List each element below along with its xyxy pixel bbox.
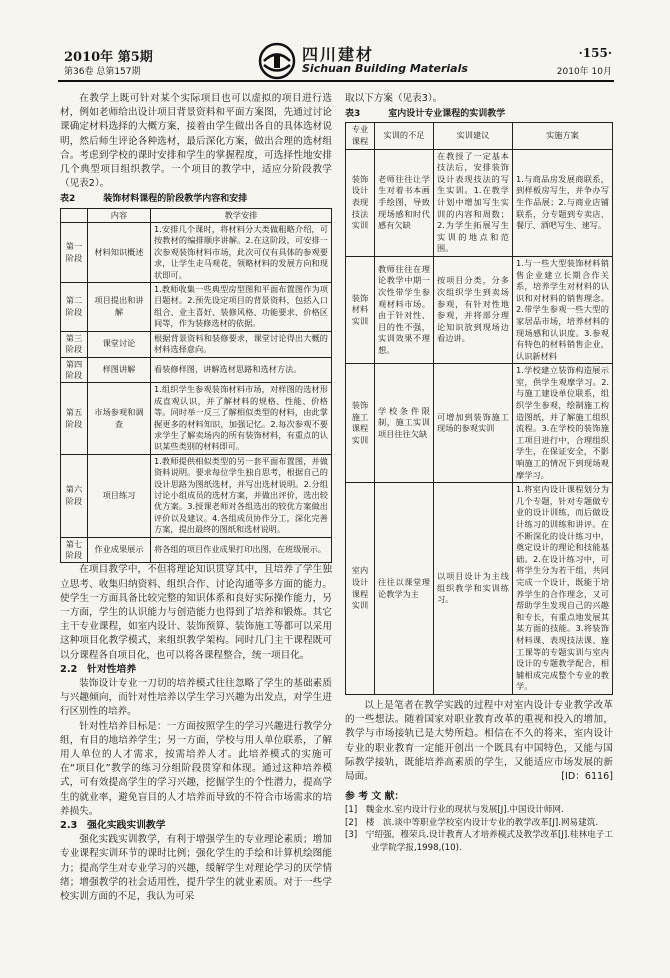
article-id: [ID：6116] [561,770,613,782]
shortage-cell: 学校条件限制，施工实训项目往往欠缺 [375,364,434,483]
paragraph: 强化实践实训教学，有利于增强学生的专业理论素质；增加专业课程实训环节的课时比例；强化学生的手绘和计算机绘图能力；提高学生对专业学习的兴趣，缓解学生对理论学习的厌学情绪；增强教学的社会适用性，提升学生的就业素质。对于一些学校实训方面的不足，我认为可采 [60,834,332,903]
table-header-row [346,123,613,149]
table-header-cell: 专业课程 [346,123,375,149]
stage-cell: 第六阶段 [61,454,88,537]
table2-caption [60,192,332,206]
plan-cell: 看装修样图，讲解选材思路和选材方法。 [151,357,332,383]
table-row [61,454,332,537]
table-header-cell: 教学安排 [151,208,332,222]
section-heading: 2.2 针对性培养 [60,663,137,675]
suggestion-cell: 按项目分类，分多次组织学生到卖场参观，有针对性地参观，并将部分理论知识放到现场边看边讲。 [434,256,513,363]
table-row [61,331,332,357]
table-row [346,149,613,256]
stage-cell: 第四阶段 [61,357,88,383]
journal-title-en: Sichuan Building Materials [302,62,468,75]
paragraph: 取以下方案（见表3）。 [345,93,443,104]
content-cell: 项目提出和讲解 [88,283,151,332]
table2-title: 装饰材料课程的阶段教学内容和安排 [103,194,248,205]
page-header [0,0,670,82]
issue-number: 2010年 第5期 [64,50,153,65]
table-header-cell: 实训的不足 [375,123,434,149]
stage-cell: 第一阶段 [61,223,88,283]
suggestion-cell: 在教授了一定基本技法后，安排装饰设计表现技法的写生实训。1.在教学计划中增加写生实训的内容和周数；2.为学生拓展写生实训的地点和范围。 [434,149,513,256]
paragraph: 针对性培养目标是：一方面按照学生的学习兴趣进行教学分组，有目的地培养学生；另一方面，学校与用人单位联系，了解用人单位的人才需求，按需培养人才。此培养模式的实施可在“项目化”教学的练习分组阶段贯穿和体现。通过这种培养模式，可有效提高学生的学习兴趣，挖掘学生的个性潜力，提高学生的就业率，避免盲目的人才培养而导致的不符合市场需求的培养损失。 [60,720,332,817]
reference-item: [1] 魏金水.室内设计行业的现状与发展[J].中国设计师网. [345,805,564,816]
table3-title: 室内设计专业课程的实训教学 [388,109,506,120]
stage-cell: 第二阶段 [61,283,88,332]
table3 [345,122,613,695]
journal-title-cn: 四川建材 [302,45,375,64]
conclusion-text: 以上是笔者在教学实践的过程中对室内设计专业教学改革的一些想法。随着国家对职业教育改革的重视和投入的增加，教学与市场接轨已是大势所趋。相信在不久的将来，室内设计专业的职业教育一定能开创出一个既具有中国特色，又能与国际教学接轨，既能培养高素质的学生，又能适应市场发展的新局面。 [345,699,613,782]
content-cell: 市场参观和调查 [88,383,151,454]
table-header-cell: 内容 [88,208,151,222]
page-number: ·155· [578,46,612,60]
references-heading: 参 考 文 献： [345,791,405,803]
course-cell: 室内设计课程实训 [346,483,375,695]
table-header-row [61,208,332,222]
table-row [61,357,332,383]
shortage-cell: 老师往往让学生对着书本画手绘图，导致现场感和时代感有欠缺 [375,149,434,256]
table-row [346,256,613,363]
content-cell: 样图讲解 [88,357,151,383]
shortage-cell: 往往以课堂理论教学为主 [375,483,434,695]
shortage-cell: 教师往往在理论教学中期一次性带学生参观材料市场。由于针对性、目的性不强，实训效果不理想。 [375,256,434,363]
table-row [346,364,613,483]
plan-cell: 1.组织学生参观装饰材料市场，对样图的选材形成直观认识，并了解材料的规格、性能、价格等。同时举一反三了解相似类型的材料，由此掌握更多的材料知识，加强记忆。2.每次参观不要求学生了解卖场内的所有装饰材料，有重点的认识某些类别的材料即可。 [151,383,332,454]
journal-logo-icon [258,42,296,80]
table-header-cell [61,208,88,222]
table-header-cell: 实训建议 [434,123,513,149]
plan-cell: 1.与一些大型装饰材料销售企业建立长期合作关系，培养学生对材料的认识和对材料的销售理念。2.带学生参观一些大型的家居品市场，培养材料的现场感和认识度。3.参观有特色的材料销售企业，认识新材料 [513,256,613,363]
stage-cell: 第五阶段 [61,383,88,454]
reference-item: [2] 楼 滨.谈中等职业学校室内设计专业的教学改革[J].网易建筑. [345,817,599,828]
table-row [61,283,332,332]
stage-cell: 第七阶段 [61,537,88,563]
section-heading: 2.3 强化实践实训教学 [60,820,166,832]
table-row [346,483,613,695]
plan-cell: 1.与商品房发展商联系，到样板房写生，并争办写生作品展；2.与商业店铺联系，分专题到专卖店、餐厅、酒吧写生、速写。 [513,149,613,256]
plan-cell: 1.安排几个课时，将材料分大类做粗略介绍，可按教材的编排顺序讲解。2.在这阶段，可安排一次参观装饰材料市场，此次可仅有具体的参观要求，让学生走马观花，领略材料的发展方向和现状即可。 [151,223,332,283]
course-cell: 装饰施工课程实训 [346,364,375,483]
content-cell: 材料知识概述 [88,223,151,283]
plan-cell: 1.学校建立装饰构造展示室，供学生观摩学习。2.与施工建设单位联系，组织学生参观，绘制施工构造图纸，并了解施工组织流程。3.在学校的装饰施工项目进行中，合理组织学生，在保证安全，不影响施工的情况下到现场观摩学习。 [513,364,613,483]
table2 [60,208,332,564]
paragraph: 在项目教学中，不但将理论知识贯穿其中，且培养了学生独立思考、收集归纳资料、组织合作、讨论沟通等多方面的能力。使学生一方面具备比较完整的知识体系和良好实际操作能力，另一方面，学生的认识能力与创造能力也得到了培养和锻炼。其它主干专业课程，如室内设计、装饰预算、装饰施工等都可以采用这种项目化教学模式，来组织教学架构。同时几门主干课程既可以分课程各自项目化，也可以将各课程整合，统一项目化。 [60,564,332,661]
content-cell: 课堂讨论 [88,331,151,357]
left-column [60,92,332,904]
reference-item: [3] 宁绍强，穆荣兵.设计教育人才培养模式及教学改革[J].桂林电子工业学院学报,1998,(10). [345,830,613,853]
course-cell: 装饰设计表现技法实训 [346,149,375,256]
table-row [61,223,332,283]
table2-number: 表2 [60,194,76,205]
header-rule [58,80,614,82]
volume-info: 第36卷 总第157期 [64,67,141,77]
table3-number: 表3 [345,109,361,120]
paragraph: 装饰设计专业一刀切的培养模式往往忽略了学生的基础素质与兴趣倾向，而针对性培养以学生学习兴趣为出发点，对学生进行区别性的培养。 [60,678,332,718]
table-row [61,537,332,563]
plan-cell: 1.教师提供相似类型的另一套平面布置图，并做资料说明。要求每位学生独自思考，根据自己的设计思路为图纸选材，并写出选材说明。2.分组讨论小组成员的选材方案，并做出评价，选出较优方案。3.授课老师对各组选出的较优方案做出评价以及建议。4.各组成员协作分工，深化完善方案，提出最终的图纸和选材说明。 [151,454,332,537]
table-header-cell: 实施方案 [513,123,613,149]
suggestion-cell: 以项目设计为主线组织教学和实训练习。 [434,483,513,695]
plan-cell: 1.教师收集一些典型房型图和平面布置图作为项目题材。2.预先设定项目的背景资料，包括入口组合、业主喜好、装修风格、功能要求、价格区间等，作为装修选材的依据。 [151,283,332,332]
suggestion-cell: 可增加到装饰施工现场的参观实训 [434,364,513,483]
references-list [345,804,613,854]
content-cell: 项目练习 [88,454,151,537]
plan-cell: 根据背景资料和装修要求，课堂讨论得出大概的材料选择意向。 [151,331,332,357]
issue-date: 2010年 10月 [556,67,612,77]
table3-caption [345,107,613,121]
stage-cell: 第三阶段 [61,331,88,357]
plan-cell: 1.将室内设计课程划分为几个专题，针对专题做专业的设计训练，而后做设计练习的训练和讲评。在不断深化的设计练习中，奠定设计的理论和技能基础。2.在设计练习中，可将学生分为若干组，共同完成一个设计，既能于培养学生的合作理念，又可帮助学生发现自己的兴趣和专长，有重点地发展其某方面的技能。3.将装饰材料课、表现技法课、施工课等的专题实训与室内设计的专题教学配合，相辅相成完成整个专业的教学。 [513,483,613,695]
table-row [61,383,332,454]
course-cell: 装饰材料实训 [346,256,375,363]
content-cell: 作业成果展示 [88,537,151,563]
plan-cell: 将各组的项目作业成果打印出图，在班级展示。 [151,537,332,563]
paragraph [345,699,613,784]
right-column [345,92,613,854]
paragraph: 在教学上既可针对某个实际项目也可以虚拟的项目进行选材，例如老师给出设计项目背景资料和平面方案图，先通过讨论课确定材料选择的大概方案，接着由学生做出各自的具体选材说明，然后师生评论各种选材，最后深化方案，做出合理的选材组合。考虑到学校的课时安排和学生的掌握程度，可选择性地安排几个典型项目组织教学。一个项目的教学中，适应分阶段教学（见表2）。 [60,93,332,190]
